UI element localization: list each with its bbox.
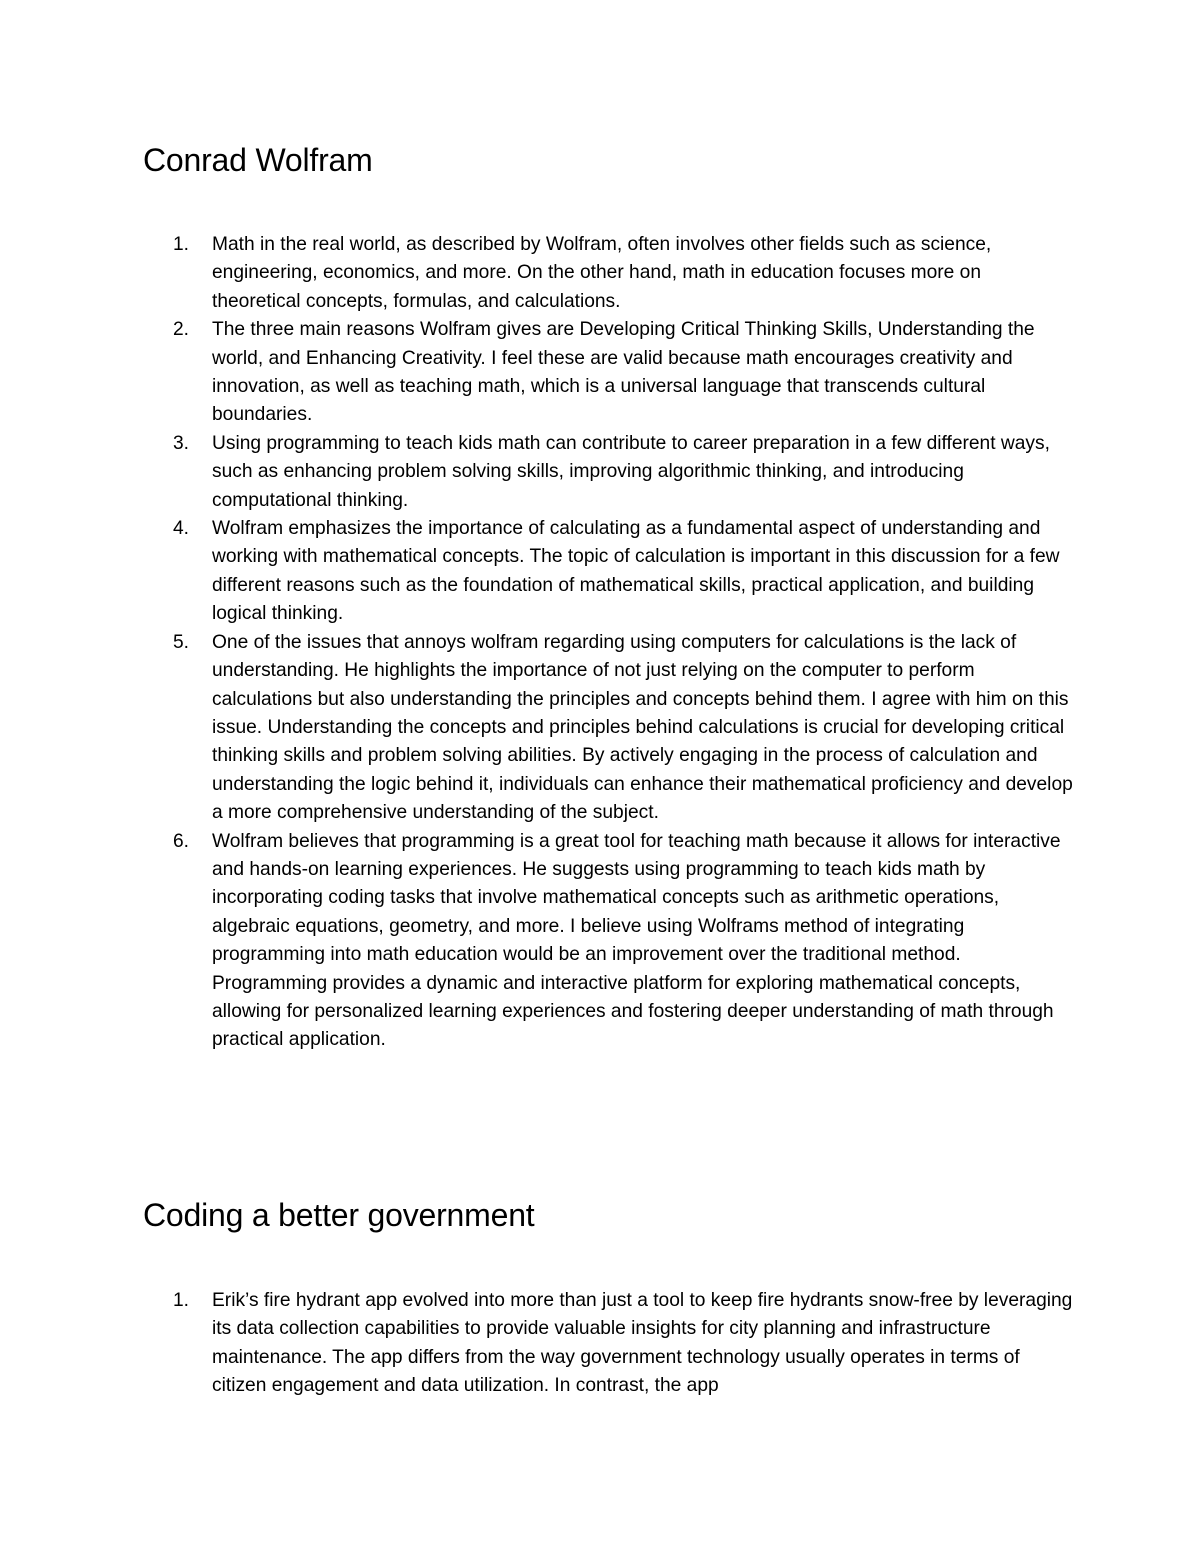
list-number: 4. — [173, 518, 190, 540]
list-item — [143, 629, 1073, 828]
section-coding-better-government — [143, 1195, 1073, 1401]
list-number: 1. — [173, 1290, 190, 1311]
list-item-text: The three main reasons Wolfram gives are Developing Critical Thinking Skills, Understanding the world, and Enhancing Creativity. I feel these are valid because math encourages creativity and innovation, as well as teaching math, which is a universal language that transcends cultural boundaries. — [212, 319, 1035, 426]
list-item-text: One of the issues that annoys wolfram regarding using computers for calculations is the lack of understanding. He highlights the importance of not just relying on the computer to perform calculations but also understanding the principles and concepts behind them. I agree with him on this issue. Understanding the concepts and principles behind calculations is crucial for developing critical thinking skills and problem solving abilities. By actively engaging in the process of calculation and understanding the logic behind it, individuals can enhance their mathematical proficiency and develop a more comprehensive understanding of the subject. — [212, 631, 1073, 824]
list-number: 1. — [173, 234, 190, 255]
list-item-text: Erik’s fire hydrant app evolved into more than just a tool to keep fire hydrants snow-free by leveraging its data collection capabilities to provide valuable insights for city planning and infrastructure maintenance. The app differs from the way government technology usually operates in terms of citizen engagement and data utilization. In contrast, the app — [212, 1290, 1073, 1397]
list-item-text: Math in the real world, as described by Wolfram, often involves other fields such as science, engineering, economics, and more. On the other hand, math in education focuses more on theoretical concepts, formulas, and calculations. — [212, 234, 992, 312]
list-item-text: Using programming to teach kids math can contribute to career preparation in a few different ways, such as enhancing problem solving skills, improving algorithmic thinking, and introducing computational thinking. — [212, 432, 1050, 511]
section-heading: Coding a better government — [143, 1197, 535, 1233]
list-item — [143, 828, 1073, 1055]
numbered-list — [143, 1287, 1073, 1401]
list-number: 6. — [173, 830, 190, 852]
list-number: 5. — [173, 631, 190, 653]
list-item — [143, 1287, 1073, 1401]
numbered-list — [143, 231, 1073, 1055]
section-heading: Conrad Wolfram — [143, 142, 373, 178]
list-item-text: Wolfram emphasizes the importance of calculating as a fundamental aspect of understanding and working with mathematical concepts. The topic of calculation is important in this discussion for a few different reasons such as the foundation of mathematical skills, practical application, and building logical thinking. — [212, 518, 1060, 625]
list-number: 3. — [173, 432, 190, 454]
list-item-text: Wolfram believes that programming is a great tool for teaching math because it allows for interactive and hands-on learning experiences. He suggests using programming to teach kids math by incorporating coding tasks that involve mathematical concepts such as arithmetic operations, algebraic equations, geometry, and more. I believe using Wolframs method of integrating programming into math education would be an improvement over the traditional method. Programming provides a dynamic and interactive platform for exploring mathematical concepts, allowing for personalized learning experiences and fostering deeper understanding of math through practical application. — [212, 830, 1061, 1051]
list-item — [143, 515, 1073, 629]
list-item — [143, 231, 1073, 316]
list-item — [143, 316, 1073, 430]
list-item — [143, 430, 1073, 515]
section-conrad-wolfram — [143, 140, 1073, 1055]
list-number: 2. — [173, 319, 190, 341]
